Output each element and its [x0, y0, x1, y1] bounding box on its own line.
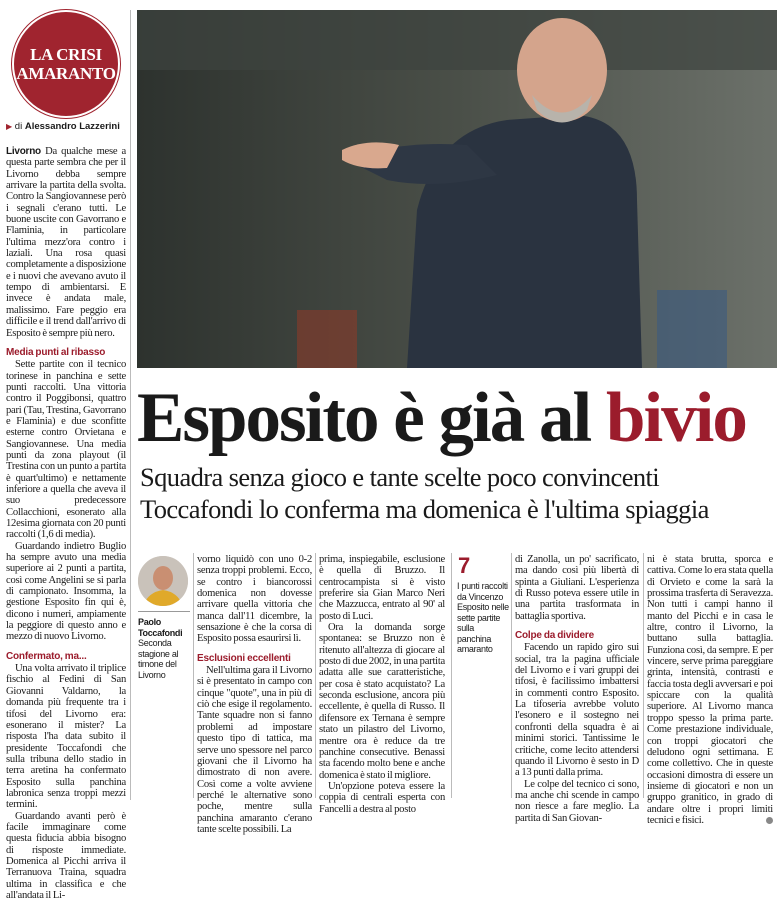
stat-number: 7: [458, 553, 471, 578]
deck-line-2: Toccafondi lo conferma ma domenica è l'ultima spiaggia: [140, 494, 709, 524]
column-3: [319, 554, 445, 815]
paragraph: Sette partite con il tecnico torinese in panchina e sette punti raccolti. Una vittoria contro il Poggibonsi, quattro pari (Tau, Trestina, Gavorrano e Flaminia) e due sconfitte esterne contro Orvietana e Sangiovannese. Una media punti da zona playout (il Trestina con un punto a partita è quart'ultimo) e nettamente inferiore a quella che aveva il suo predecessore Collacchioni, esonerato alla 12esima giornata con 20 punti raccolti (1,6 di media).: [6, 359, 126, 541]
main-photo: [137, 10, 777, 368]
deck-line-1: Squadra senza gioco e tante scelte poco convincenti: [140, 462, 660, 492]
paragraph: vorno liquidò con uno 0-2 senza troppi problemi. Ecco, se contro i biancorossi domenica non dovesse arrivare quella vittoria che manca dall'11 dicembre, la sensazione è che la corsa di Esposito possa esaurirsi lì.: [197, 554, 312, 645]
inset-caption: [138, 617, 192, 680]
left-column-article: [6, 146, 126, 901]
end-mark-icon: [766, 817, 773, 824]
paragraph: Guardando avanti però è facile immaginare come questa fiducia abbia bisogno di risposte immediate. Domenica al Picchi arriva il Terranuova Traina, squadra ultima in classifica e che all'andata il Li-: [6, 810, 126, 901]
subheading: Esclusioni eccellenti: [197, 652, 291, 664]
paragraph: Una volta arrivato il triplice fischio al Fedini di San Giovanni Valdarno, la domanda più frequente tra i tifosi del Livorno era: esonerano il mister? La risposta l'ha data subito il presidente Toccafondi che sulla tribuna dello stadio in terra aretina ha confermato Esposito sulla panchina labronica senza troppi mezzi termini.: [6, 663, 126, 811]
triangle-icon: ▶: [6, 122, 13, 131]
section-badge: [12, 10, 120, 118]
column-2: [197, 554, 312, 835]
divider: [138, 611, 190, 612]
headline: [137, 378, 772, 458]
paragraph: Un'opzione poteva essere la coppia di centrali esperta con Fancelli a destra al posto: [319, 780, 445, 815]
paragraph: Da qualche mese a questa parte sembra che per il Livorno debba sempre arrivare la partita della svolta. Contro la Sangiovannese però i segnali c'erano tutti. Le buone uscite con Gavorrano e Flaminia, in particolare l'ultima mezz'ora contro i laziali. Una rosa quasi completamente a disposizione e i nuovi che avevano avuto il tempo di ambientarsi. E invece è andata male, malissimo. Fare peggio era difficile e il trend dall'arrivo di Esposito è sempre più nero.: [6, 146, 126, 339]
subheading: Media punti al ribasso: [6, 346, 106, 358]
paragraph: Le colpe del tecnico ci sono, ma anche chi scende in campo non riesce a fare meglio. La partita di San Giovan-: [515, 778, 639, 824]
paragraph: Guardando indietro Buglio ha sempre avuto una media superiore ai 2 punti a partita, così come Angelini se si parla di campionato. Insomma, la gestione Esposito fin qui è, dicono i numeri, ampiamente la peggiore di questo anno e mezzo di nuovo Livorno.: [6, 540, 126, 643]
column-4: [515, 554, 639, 824]
subheading: Confermato, ma...: [6, 650, 87, 662]
inset-name: Paolo: [138, 617, 162, 627]
portrait-illustration: [138, 556, 188, 606]
byline-prefix: di: [14, 121, 23, 132]
paragraph: ni è stata brutta, sporca e cattiva. Come lo era stata quella di Orvieto e come la sarà la prossima trasferta di Seravezza. Non tutti i campi hanno il manto del Picchi e in casa le altre, contro il Livorno, la buttano sulla battaglia. Funziona così, da sempre. E per vincere, serve prima pareggiare grinta, intensità, contrasti e faccia tosta degli avversari e poi spiccare con la qualità superiore. Al Livorno manca troppo spesso la prima parte. Come prestazione individuale, con troppi giocatori che deludono ogni settimana. E come collettivo. Che in queste occasioni dimostra di essere un insieme di giocatori e non un gruppo granitico, in grado di andare oltre i propri limiti tecnici e fisici.: [647, 554, 773, 826]
paragraph: di Zanolla, un po' sacrificato, ma dando così più libertà di spinta a Giuliani. L'esperienza di Russo poteva essere utile in una partita trasformata in battaglia sportiva.: [515, 554, 639, 622]
headline-accent: bivio: [605, 379, 746, 457]
column-divider: [643, 553, 644, 798]
paragraph: prima, inspiegabile, esclusione è quella di Bruzzo. Il centrocampista si è visto preferire sia Gian Marco Neri che Mazzucca, entrato al 90' al posto di Luci.: [319, 554, 445, 622]
stat-caption: I punti raccolti da Vincenzo Esposito nelle sette partite sulla panchina amaranto: [457, 581, 509, 654]
paragraph: Nell'ultima gara il Livorno si è presentato in campo con cinque "quote", una in più di ciò che esige il regolamento. Tante squadre non si fanno problemi ad impostare questo tipo di tattica, ma serve uno spessore nel parco giovani che il Livorno ha dimostrato di non avere. Così come a volte avviene perché le alternative sono poche, mentre sulla panchina amaranto c'erano tante scelte possibili. La: [197, 665, 312, 835]
badge-line-1: LA CRISI: [30, 45, 102, 64]
column-divider: [130, 10, 131, 800]
column-divider: [193, 553, 194, 798]
inset-surname: Toccafondi: [138, 627, 183, 638]
toccafondi-portrait: [138, 556, 188, 606]
column-5: [647, 554, 773, 826]
badge-line-2: AMARANTO: [16, 64, 116, 83]
byline: [6, 121, 120, 132]
byline-author: Alessandro Lazzerini: [24, 121, 120, 132]
inset-description: Seconda stagione al timone del Livorno: [138, 638, 179, 680]
dateline: Livorno: [6, 146, 41, 157]
column-divider: [511, 553, 512, 798]
coach-photo-illustration: [137, 10, 777, 368]
headline-main: Esposito è già al: [137, 379, 591, 457]
subheading: Colpe da dividere: [515, 630, 594, 642]
paragraph: Ora la domanda sorge spontanea: se Bruzzo non è ritenuto all'altezza di giocare al posto di due 2002, in una partita adatta alle sue caratteristiche, per cosa è stato acquistato? La seconda esclusione, ancora più eccellente, è quella di Russo. Il difensore ex Ternana è sempre stato un pilastro del Livorno, mentre ora è reduce da tre panchine consecutive. Benassi sta facendo molto bene e anche domenica è stato il migliore.: [319, 622, 445, 781]
column-divider: [451, 553, 452, 798]
column-divider: [315, 553, 316, 798]
paragraph: Facendo un rapido giro sui social, tra la pagina ufficiale del Livorno e i vari gruppi dei tifosi, è facilissimo imbattersi in commenti contro Esposito. La tifoseria avrebbe voluto l'esonero e il sostegno nei confronti della squadra è ai minimi storici. Tantissime le critiche, come lecito attendersi quando il Livorno è sesto in D a 13 punti dalla prima.: [515, 642, 639, 779]
